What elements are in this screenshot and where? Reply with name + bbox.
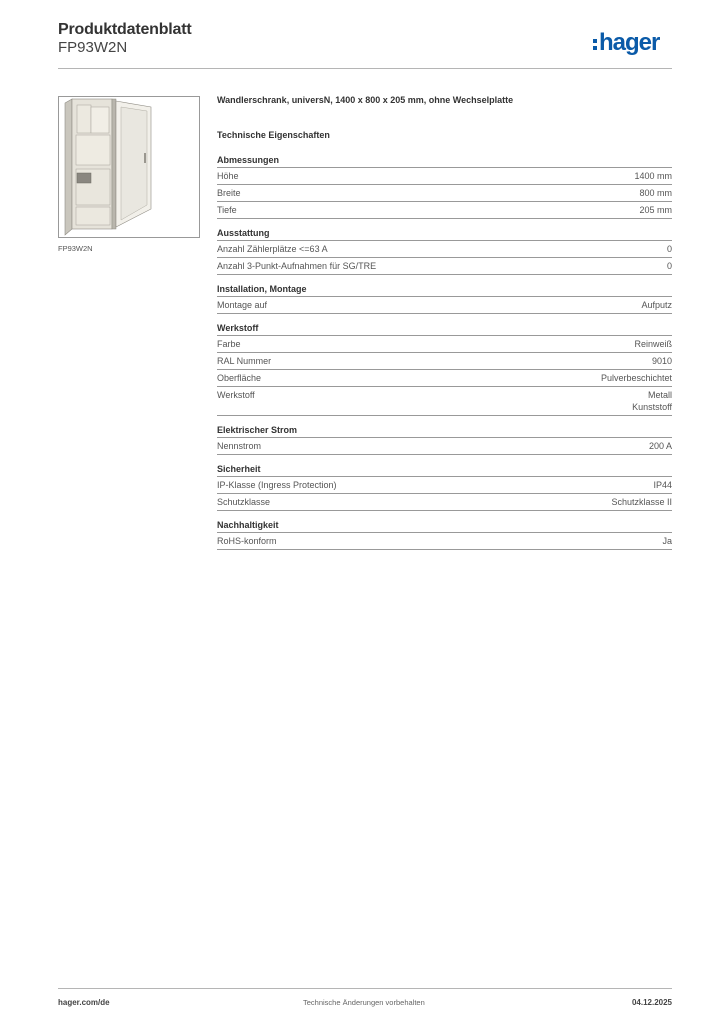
product-description: Wandlerschrank, universN, 1400 x 800 x 205 mm, ohne Wechselplatte [217, 95, 514, 105]
section-title: Sicherheit [217, 464, 672, 477]
spec-row [217, 477, 672, 494]
spec-row [217, 202, 672, 219]
cabinet-illustration [59, 97, 199, 237]
section-nachhaltigkeit [217, 520, 672, 550]
spec-value: 1400 mm [634, 171, 672, 181]
footer-notice: Technische Änderungen vorbehalten [303, 998, 425, 1007]
footer-date: 04.12.2025 [631, 998, 672, 1007]
spec-row [217, 241, 672, 258]
spec-value: Schutzklasse II [611, 497, 672, 507]
spec-row [217, 297, 672, 314]
spec-label: Werkstoff [217, 390, 255, 400]
spec-value: Ja [662, 536, 672, 546]
spec-value-line: Metall [647, 390, 672, 400]
logo-text: hager [599, 29, 660, 56]
section-werkstoff [217, 323, 672, 416]
spec-row [217, 533, 672, 550]
spec-value: IP44 [653, 480, 672, 490]
spec-row [217, 185, 672, 202]
spec-row [217, 336, 672, 353]
spec-row [217, 258, 672, 275]
spec-label: Höhe [217, 171, 239, 181]
product-code: FP93W2N [58, 39, 128, 56]
page-title: Produktdatenblatt [58, 21, 192, 38]
section-title: Nachhaltigkeit [217, 520, 672, 533]
image-caption: FP93W2N [58, 244, 93, 253]
spec-value: 0 [666, 261, 672, 271]
spec-value-line: Kunststoff [632, 402, 672, 412]
spec-label: IP-Klasse (Ingress Protection) [217, 480, 337, 490]
footer-website-link[interactable]: hager.com/de [58, 998, 110, 1007]
spec-row [217, 387, 672, 416]
footer-divider [58, 988, 672, 989]
section-elektrischer-strom [217, 425, 672, 455]
spec-value [632, 389, 672, 413]
spec-row [217, 353, 672, 370]
logo-dots-icon [593, 39, 597, 50]
section-title: Ausstattung [217, 228, 672, 241]
spec-label: Oberfläche [217, 373, 262, 383]
spec-value: 9010 [651, 356, 672, 366]
section-title: Installation, Montage [217, 284, 672, 297]
section-ausstattung [217, 228, 672, 275]
spec-row [217, 168, 672, 185]
product-image [58, 96, 200, 238]
spec-label: Anzahl 3-Punkt-Aufnahmen für SG/TRE [217, 261, 377, 271]
spec-label: RoHS-konform [217, 536, 277, 546]
spec-value: 205 mm [639, 205, 672, 215]
section-title: Abmessungen [217, 155, 672, 168]
spec-label: Anzahl Zählerplätze <=63 A [217, 244, 328, 254]
spec-label: Montage auf [217, 300, 268, 310]
spec-value: Aufputz [641, 300, 672, 310]
section-installation [217, 284, 672, 314]
section-title: Werkstoff [217, 323, 672, 336]
spec-label: Farbe [217, 339, 241, 349]
spec-value: 0 [666, 244, 672, 254]
section-abmessungen [217, 155, 672, 219]
tech-heading: Technische Eigenschaften [217, 130, 330, 140]
spec-label: Schutzklasse [217, 497, 271, 507]
spec-row [217, 494, 672, 511]
spec-label: Nennstrom [217, 441, 262, 451]
spec-label: Breite [217, 188, 241, 198]
spec-value: Reinweiß [634, 339, 672, 349]
spec-value: 800 mm [639, 188, 672, 198]
spec-label: Tiefe [217, 205, 237, 215]
spec-row [217, 370, 672, 387]
spec-label: RAL Nummer [217, 356, 272, 366]
section-title: Elektrischer Strom [217, 425, 672, 438]
header-divider [58, 68, 672, 69]
spec-value: Pulverbeschichtet [600, 373, 672, 383]
spec-content [217, 95, 672, 559]
hager-logo [593, 28, 659, 58]
section-sicherheit [217, 464, 672, 511]
spec-value: 200 A [648, 441, 672, 451]
spec-row [217, 438, 672, 455]
